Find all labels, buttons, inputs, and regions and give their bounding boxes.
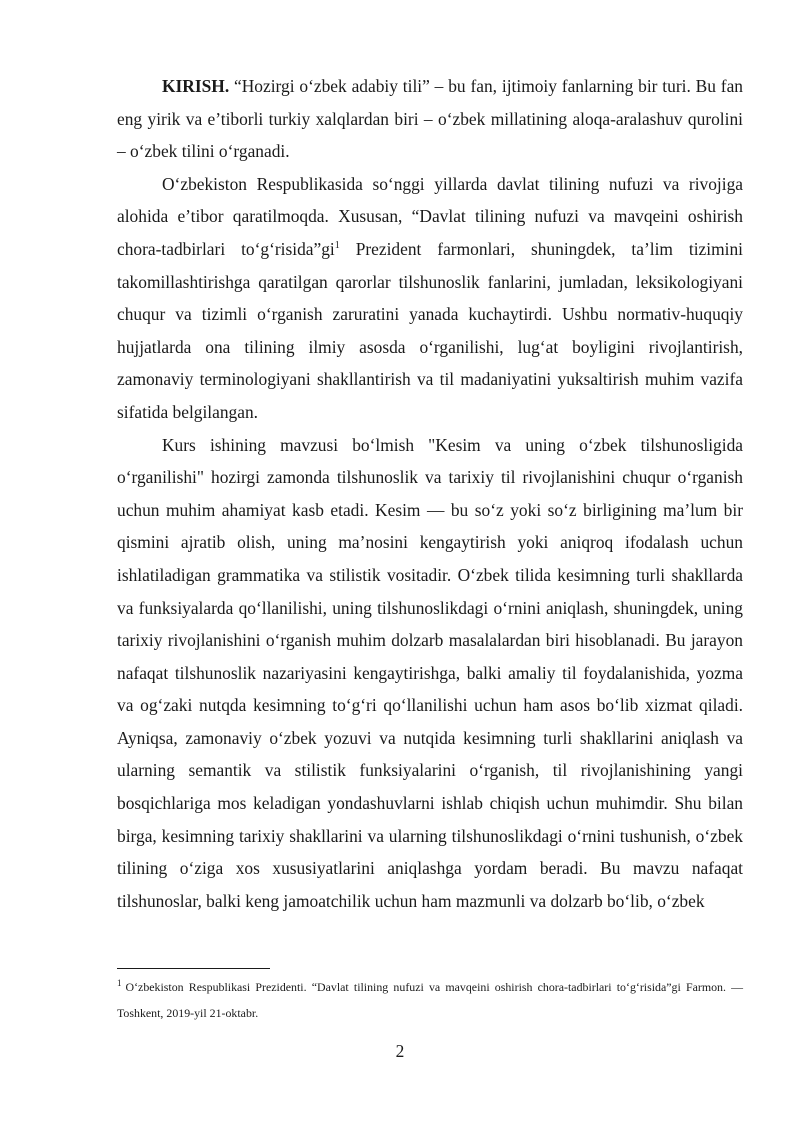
footnote-reference[interactable]: 1 <box>334 240 340 252</box>
page-number: 2 <box>395 1041 405 1061</box>
topic-text: Kurs ishining mavzusi bo‘lmish "Kesim va uning o‘zbek tilshunosligida o‘rganilishi" hozirgi zamonda tilshunoslik va tarixiy til rivojlanishini chuqur o‘rganish uchun muhim ahamiyat kasb etadi. Kesim — bu so‘z yoki so‘z birligining ma’lum bir qismini ajratib olish, uning ma’nosini kengaytirish yoki aniqroq ifodalash uchun ishlatiladigan grammatika va stilistik vositadir. O‘zbek tilida kesimning turli shakllarda va funksiyalarda qo‘llanilishi, uning tilshunoslikdagi o‘rnini aniqlash, shuningdek, uning tarixiy rivojlanishini o‘rganish muhim dolzarb masalalardan biri hisoblanadi. Bu jarayon nafaqat tilshunoslik nazariyasini kengaytirishga, balki amaliy til foydalanishida, yozma va og‘zaki nutqda kesimning to‘g‘ri qo‘llanilishi uchun ham asos bo‘lib xizmat qiladi. Ayniqsa, zamonaviy o‘zbek yozuvi va nutqida kesimning turli shakllarini aniqlash va ularning semantik va stilistik funksiyalarini o‘rganish, til rivojlanishining yangi bosqichlariga mos keladigan yondashuvlarni ishlab chiqish uchun muhimdir. Shu bilan birga, kesimning tarixiy shakllarini va ularning tilshunoslikdagi o‘rnini tushunish, o‘zbek tilining o‘ziga xos xususiyatlarini aniqlashga yordam beradi. Bu mavzu nafaqat tilshunoslar, balki keng jamoatchilik uchun ham mazmunli va dolzarb bo‘lib, o‘zbek <box>117 434 743 911</box>
context-text-part1: O‘zbekiston Respublikasida so‘nggi yillarda davlat tilining nufuzi va rivojiga alohida e’tibor qaratilmoqda. Xususan, “Davlat tilining nufuzi va mavqeini oshirish chora-tadbirlari to‘g‘risida”gi <box>117 173 743 259</box>
footnote-mark: 1 <box>117 978 122 989</box>
topic-paragraph <box>117 429 743 918</box>
intro-paragraph <box>117 70 743 168</box>
intro-text: “Hozirgi o‘zbek adabiy tili” – bu fan, ijtimoiy fanlarning bir turi. Bu fan eng yirik va e’tiborli turkiy xalqlardan biri – o‘zbek millatining aloqa-aralashuv qurolini – o‘zbek tilini o‘rganadi. <box>117 76 743 162</box>
footnote-text: O‘zbekiston Respublikasi Prezidenti. “Davlat tilining nufuzi va mavqeini oshirish chora-tadbirlari to‘g‘risida”gi Farmon. — Toshkent, 2019-yil 21-oktabr. <box>117 980 743 1020</box>
context-text-part2: Prezident farmonlari, shuningdek, ta’lim tizimini takomillashtirishga qaratilgan qarorlar tilshunoslik fanlarini, jumladan, leksikologiyani chuqur va tizimli o‘rganish zaruratini yanada kuchaytirdi. Ushbu normativ-huquqiy hujjatlarda ona tilining ilmiy asosda o‘rganilishi, lug‘at boyligini rivojlantirish, zamonaviy terminologiyani shakllantirish va til madaniyatini yuksaltirish muhim vazifa sifatida belgilangan. <box>117 238 743 422</box>
section-heading: KIRISH. <box>162 76 230 96</box>
document-body <box>117 70 743 917</box>
footnote-divider <box>117 968 270 969</box>
footnote <box>117 974 743 1026</box>
context-paragraph <box>117 168 743 429</box>
